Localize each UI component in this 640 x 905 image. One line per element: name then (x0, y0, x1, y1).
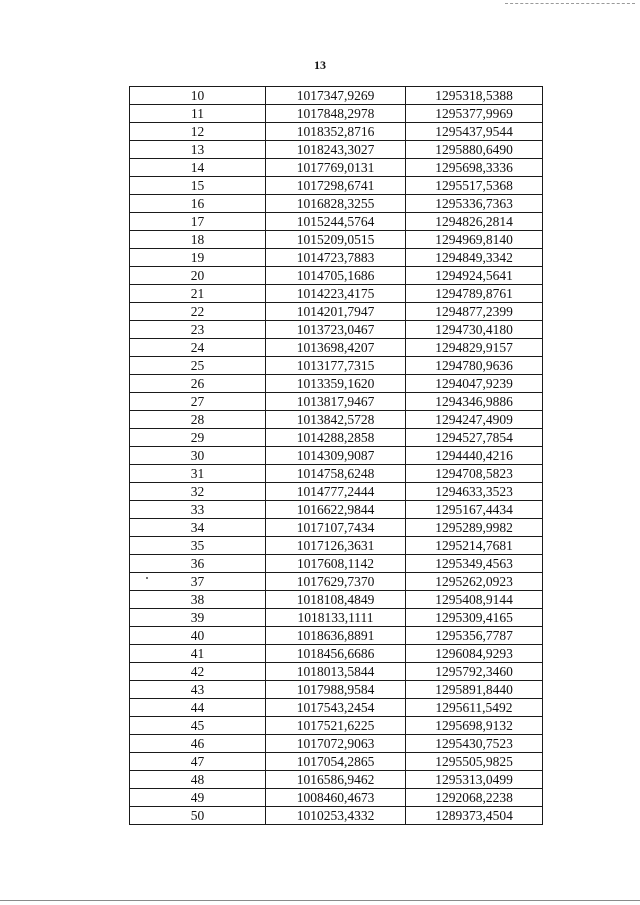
x-coordinate-cell: 1013359,1620 (266, 375, 406, 393)
point-number-cell: 40 (130, 627, 266, 645)
y-coordinate-cell: 1294440,4216 (406, 447, 543, 465)
x-coordinate-cell: 1008460,4673 (266, 789, 406, 807)
point-number-cell: 17 (130, 213, 266, 231)
point-number-cell: 39 (130, 609, 266, 627)
x-coordinate-cell: 1017988,9584 (266, 681, 406, 699)
point-number-cell: 50 (130, 807, 266, 825)
point-number-cell: 41 (130, 645, 266, 663)
point-number-cell: 20 (130, 267, 266, 285)
table-row (130, 429, 543, 447)
y-coordinate-cell: 1295430,7523 (406, 735, 543, 753)
y-coordinate-cell: 1294708,5823 (406, 465, 543, 483)
x-coordinate-cell: 1014777,2444 (266, 483, 406, 501)
point-number-cell: 43 (130, 681, 266, 699)
y-coordinate-cell: 1294527,7854 (406, 429, 543, 447)
coordinates-table (129, 86, 543, 825)
x-coordinate-cell: 1018133,1111 (266, 609, 406, 627)
page-number: 13 (314, 58, 326, 72)
table-row (130, 411, 543, 429)
point-number-cell: 25 (130, 357, 266, 375)
point-number-cell: 44 (130, 699, 266, 717)
x-coordinate-cell: 1018013,5844 (266, 663, 406, 681)
x-coordinate-cell: 1014309,9087 (266, 447, 406, 465)
y-coordinate-cell: 1294877,2399 (406, 303, 543, 321)
x-coordinate-cell: 1014705,1686 (266, 267, 406, 285)
table-row (130, 213, 543, 231)
table-row (130, 501, 543, 519)
point-number-cell: 23 (130, 321, 266, 339)
y-coordinate-cell: 1295262,0923 (406, 573, 543, 591)
table-row (130, 267, 543, 285)
x-coordinate-cell: 1017298,6741 (266, 177, 406, 195)
table-row (130, 681, 543, 699)
y-coordinate-cell: 1295698,9132 (406, 717, 543, 735)
y-coordinate-cell: 1295437,9544 (406, 123, 543, 141)
y-coordinate-cell: 1295880,6490 (406, 141, 543, 159)
y-coordinate-cell: 1295377,9969 (406, 105, 543, 123)
table-row (130, 789, 543, 807)
x-coordinate-cell: 1018108,4849 (266, 591, 406, 609)
x-coordinate-cell: 1017521,6225 (266, 717, 406, 735)
x-coordinate-cell: 1013723,0467 (266, 321, 406, 339)
point-number-cell: 38 (130, 591, 266, 609)
x-coordinate-cell: 1015244,5764 (266, 213, 406, 231)
point-number-cell: 49 (130, 789, 266, 807)
x-coordinate-cell: 1014201,7947 (266, 303, 406, 321)
point-number-cell: 30 (130, 447, 266, 465)
table-row (130, 699, 543, 717)
y-coordinate-cell: 1294730,4180 (406, 321, 543, 339)
x-coordinate-cell: 1014758,6248 (266, 465, 406, 483)
table-row (130, 447, 543, 465)
table-row (130, 303, 543, 321)
x-coordinate-cell: 1016622,9844 (266, 501, 406, 519)
point-number-cell: 16 (130, 195, 266, 213)
point-number-cell: 31 (130, 465, 266, 483)
point-number-cell: 15 (130, 177, 266, 195)
y-coordinate-cell: 1289373,4504 (406, 807, 543, 825)
point-number-cell: 13 (130, 141, 266, 159)
table-row (130, 735, 543, 753)
x-coordinate-cell: 1017769,0131 (266, 159, 406, 177)
y-coordinate-cell: 1294849,3342 (406, 249, 543, 267)
y-coordinate-cell: 1294829,9157 (406, 339, 543, 357)
y-coordinate-cell: 1295214,7681 (406, 537, 543, 555)
y-coordinate-cell: 1294247,4909 (406, 411, 543, 429)
table-row (130, 105, 543, 123)
table-row (130, 465, 543, 483)
table-row (130, 483, 543, 501)
point-number-cell: 14 (130, 159, 266, 177)
table-row (130, 285, 543, 303)
y-coordinate-cell: 1294789,8761 (406, 285, 543, 303)
point-number-cell: 33 (130, 501, 266, 519)
x-coordinate-cell: 1013698,4207 (266, 339, 406, 357)
table-row (130, 771, 543, 789)
point-number-cell: 48 (130, 771, 266, 789)
table-row (130, 141, 543, 159)
y-coordinate-cell: 1295167,4434 (406, 501, 543, 519)
point-number-cell: 27 (130, 393, 266, 411)
y-coordinate-cell: 1295313,0499 (406, 771, 543, 789)
table-row (130, 159, 543, 177)
table-row (130, 645, 543, 663)
x-coordinate-cell: 1017126,3631 (266, 537, 406, 555)
y-coordinate-cell: 1295289,9982 (406, 519, 543, 537)
table-row (130, 717, 543, 735)
table-row (130, 393, 543, 411)
point-number-cell: 35 (130, 537, 266, 555)
y-coordinate-cell: 1295336,7363 (406, 195, 543, 213)
y-coordinate-cell: 1295309,4165 (406, 609, 543, 627)
table-row (130, 663, 543, 681)
y-coordinate-cell: 1294924,5641 (406, 267, 543, 285)
table-row (130, 249, 543, 267)
point-number-cell: 32 (130, 483, 266, 501)
point-number-cell: 24 (130, 339, 266, 357)
x-coordinate-cell: 1014288,2858 (266, 429, 406, 447)
x-coordinate-cell: 1015209,0515 (266, 231, 406, 249)
table-row (130, 87, 543, 105)
table-row (130, 609, 543, 627)
y-coordinate-cell: 1295611,5492 (406, 699, 543, 717)
x-coordinate-cell: 1016828,3255 (266, 195, 406, 213)
y-coordinate-cell: 1295517,5368 (406, 177, 543, 195)
point-number-cell: 11 (130, 105, 266, 123)
point-number-cell: 45 (130, 717, 266, 735)
point-number-cell: 29 (130, 429, 266, 447)
x-coordinate-cell: 1017608,1142 (266, 555, 406, 573)
table-row (130, 807, 543, 825)
y-coordinate-cell: 1295891,8440 (406, 681, 543, 699)
coordinates-table-body (130, 87, 543, 825)
y-coordinate-cell: 1295408,9144 (406, 591, 543, 609)
point-number-cell: 36 (130, 555, 266, 573)
table-row (130, 753, 543, 771)
table-row (130, 177, 543, 195)
point-number-cell: 10 (130, 87, 266, 105)
point-number-cell: 42 (130, 663, 266, 681)
point-number-cell: 26 (130, 375, 266, 393)
y-coordinate-cell: 1295318,5388 (406, 87, 543, 105)
x-coordinate-cell: 1010253,4332 (266, 807, 406, 825)
scan-edge-bottom (0, 900, 640, 901)
y-coordinate-cell: 1292068,2238 (406, 789, 543, 807)
table-row (130, 231, 543, 249)
x-coordinate-cell: 1018352,8716 (266, 123, 406, 141)
point-number-cell: 18 (130, 231, 266, 249)
table-row (130, 573, 543, 591)
x-coordinate-cell: 1017072,9063 (266, 735, 406, 753)
point-number-cell: 37 (130, 573, 266, 591)
y-coordinate-cell: 1294780,9636 (406, 357, 543, 375)
x-coordinate-cell: 1018456,6686 (266, 645, 406, 663)
y-coordinate-cell: 1295698,3336 (406, 159, 543, 177)
table-row (130, 321, 543, 339)
y-coordinate-cell: 1294633,3523 (406, 483, 543, 501)
y-coordinate-cell: 1296084,9293 (406, 645, 543, 663)
table-row (130, 375, 543, 393)
y-coordinate-cell: 1294346,9886 (406, 393, 543, 411)
x-coordinate-cell: 1013177,7315 (266, 357, 406, 375)
table-row (130, 357, 543, 375)
x-coordinate-cell: 1013842,5728 (266, 411, 406, 429)
y-coordinate-cell: 1295349,4563 (406, 555, 543, 573)
table-row (130, 519, 543, 537)
y-coordinate-cell: 1295356,7787 (406, 627, 543, 645)
point-number-cell: 22 (130, 303, 266, 321)
x-coordinate-cell: 1014723,7883 (266, 249, 406, 267)
point-number-cell: 21 (130, 285, 266, 303)
x-coordinate-cell: 1014223,4175 (266, 285, 406, 303)
table-row (130, 555, 543, 573)
y-coordinate-cell: 1294969,8140 (406, 231, 543, 249)
x-coordinate-cell: 1017629,7370 (266, 573, 406, 591)
point-number-cell: 19 (130, 249, 266, 267)
table-row (130, 123, 543, 141)
point-number-cell: 46 (130, 735, 266, 753)
point-number-cell: 34 (130, 519, 266, 537)
x-coordinate-cell: 1018636,8891 (266, 627, 406, 645)
x-coordinate-cell: 1018243,3027 (266, 141, 406, 159)
table-row (130, 195, 543, 213)
x-coordinate-cell: 1017347,9269 (266, 87, 406, 105)
scan-edge-top (505, 3, 635, 4)
point-number-cell: 47 (130, 753, 266, 771)
x-coordinate-cell: 1017543,2454 (266, 699, 406, 717)
table-row (130, 339, 543, 357)
y-coordinate-cell: 1295792,3460 (406, 663, 543, 681)
x-coordinate-cell: 1017848,2978 (266, 105, 406, 123)
point-number-cell: 28 (130, 411, 266, 429)
point-number-cell: 12 (130, 123, 266, 141)
y-coordinate-cell: 1294826,2814 (406, 213, 543, 231)
table-row (130, 591, 543, 609)
x-coordinate-cell: 1017054,2865 (266, 753, 406, 771)
y-coordinate-cell: 1294047,9239 (406, 375, 543, 393)
y-coordinate-cell: 1295505,9825 (406, 753, 543, 771)
x-coordinate-cell: 1013817,9467 (266, 393, 406, 411)
table-row (130, 537, 543, 555)
table-row (130, 627, 543, 645)
x-coordinate-cell: 1017107,7434 (266, 519, 406, 537)
x-coordinate-cell: 1016586,9462 (266, 771, 406, 789)
